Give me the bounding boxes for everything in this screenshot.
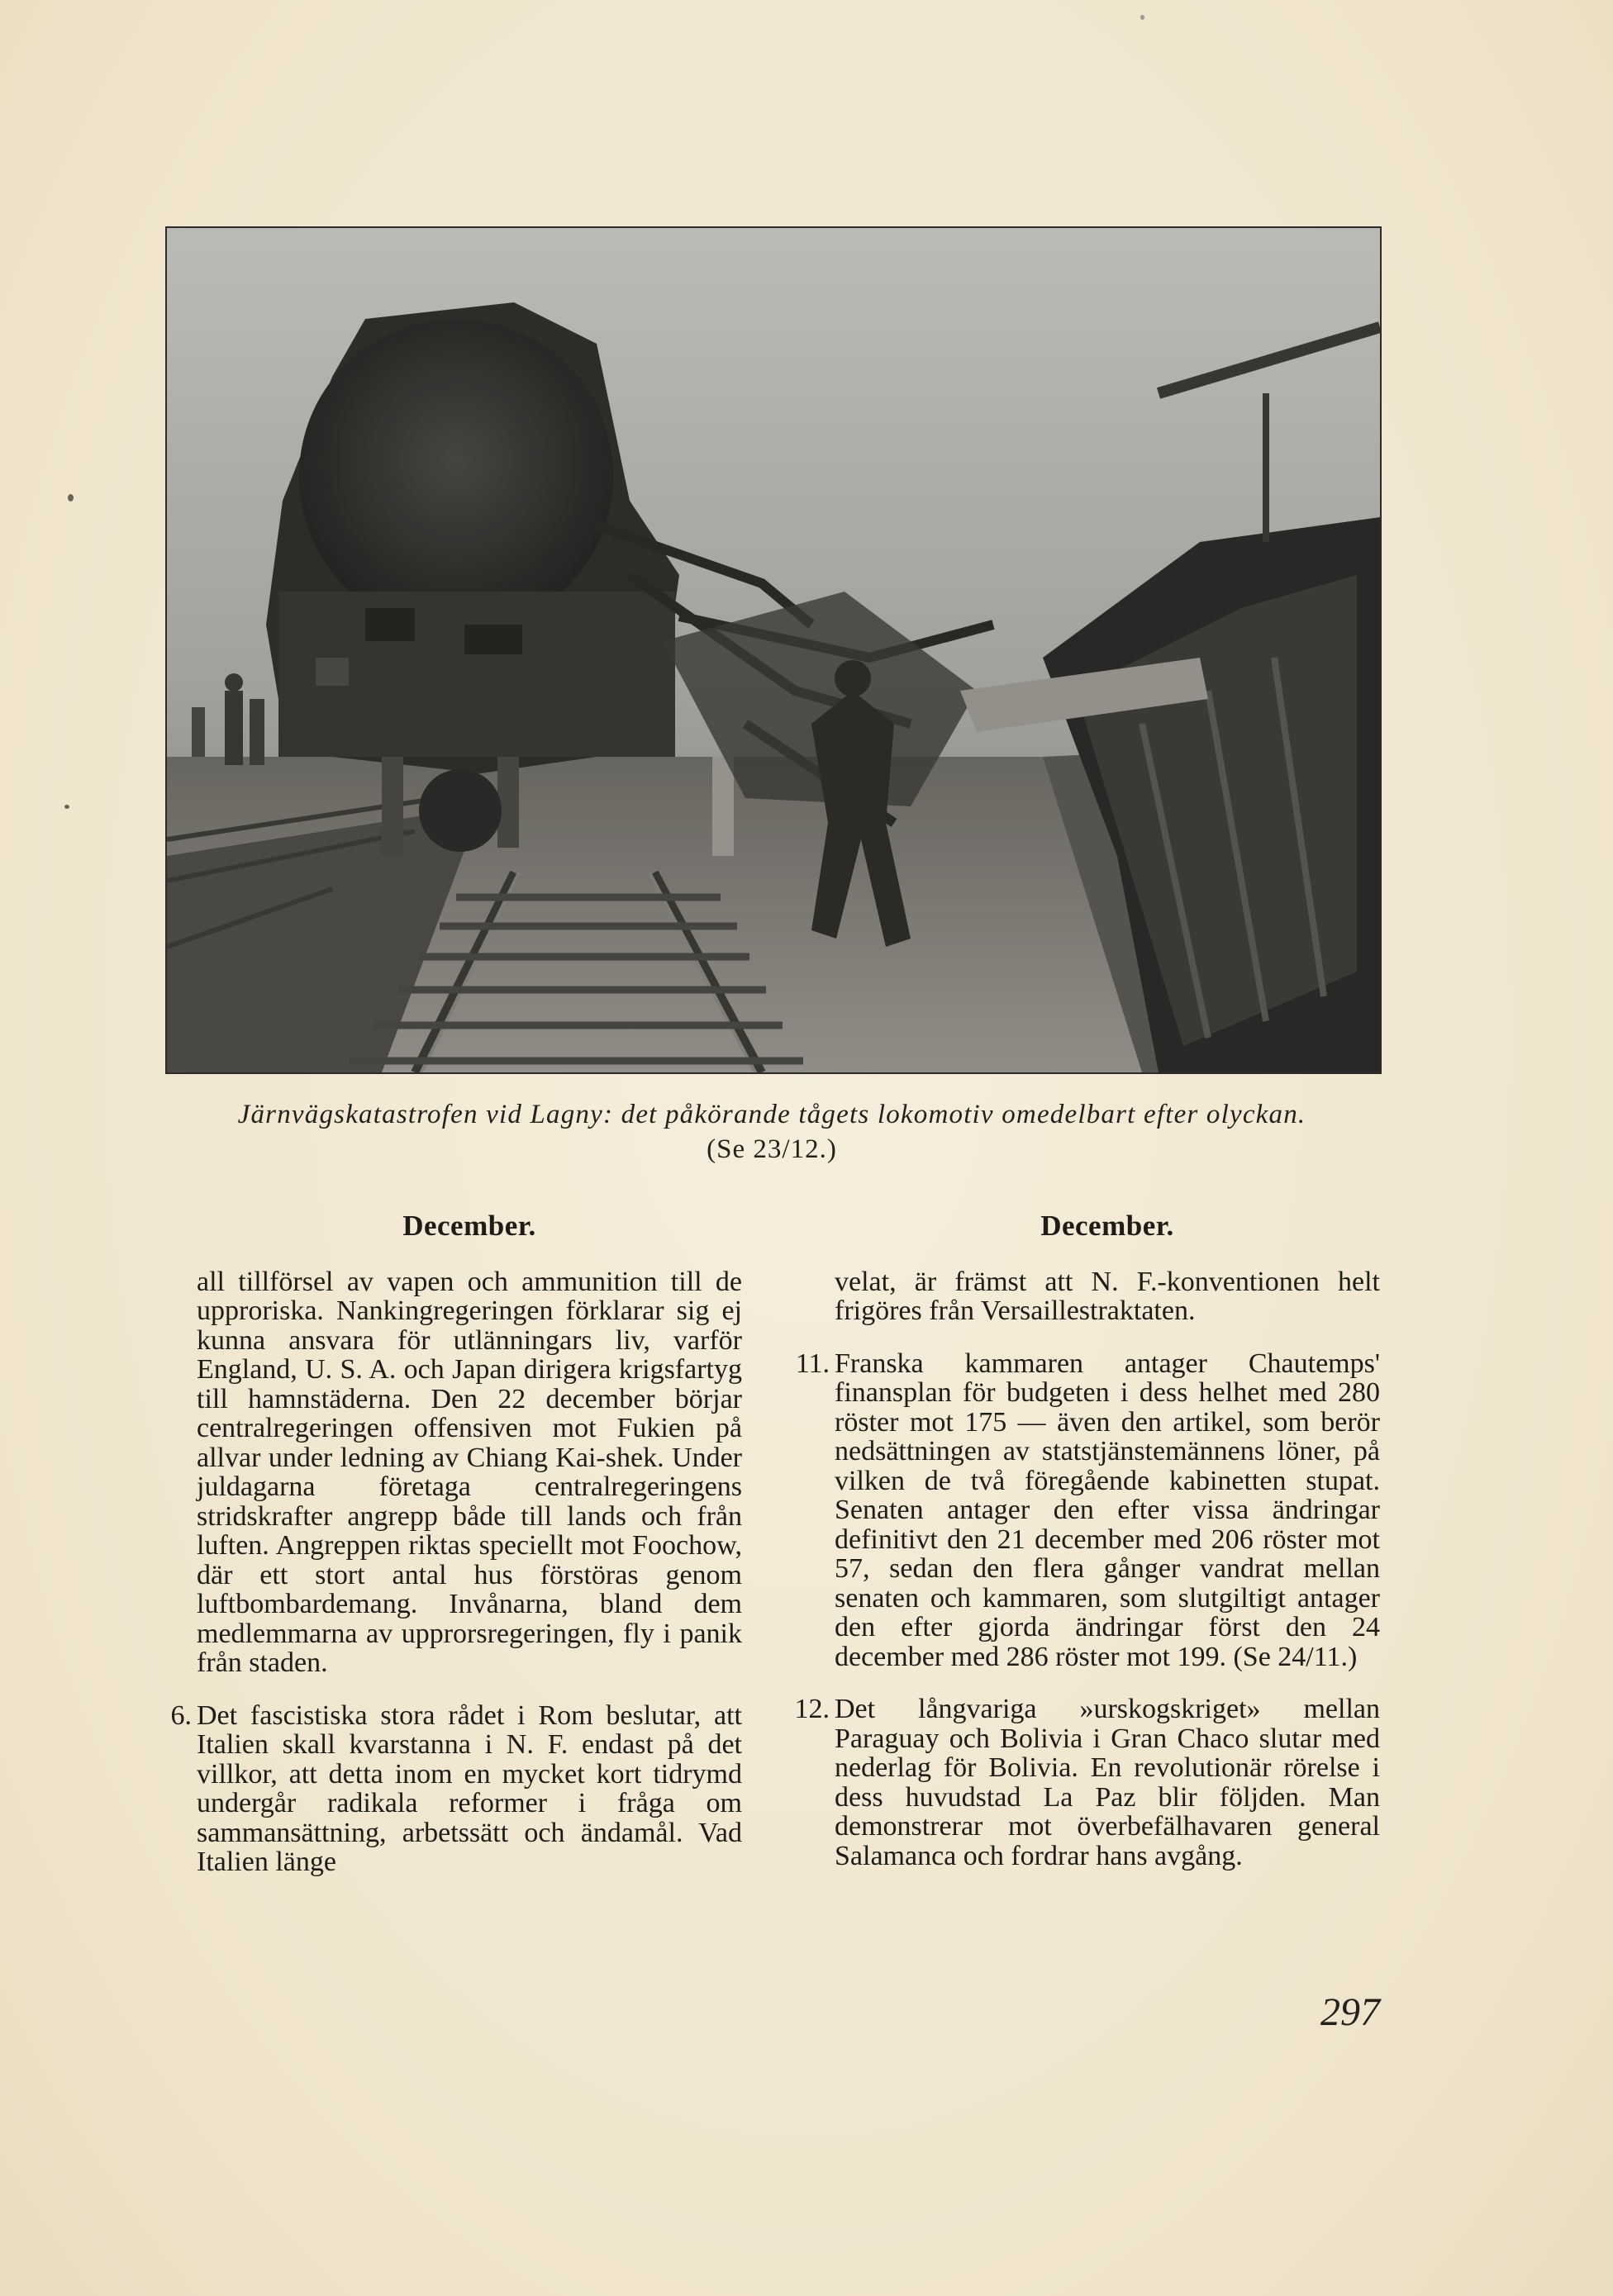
left-column	[170, 1210, 742, 1877]
right-column-heading: December.	[1040, 1210, 1174, 1242]
train-wreck-photo	[165, 226, 1382, 1074]
paper-speck	[68, 494, 74, 502]
right-continuation-paragraph: velat, är främst att N. F.-konventionen helt frigöres från Versaillestraktaten.	[835, 1266, 1380, 1326]
photo-caption	[165, 1097, 1378, 1167]
chronicle-entry	[795, 1348, 1380, 1672]
entry-text: Det fascistiska stora rådet i Rom beslutar, att Italien skall kvarstanna i N. F. endast på det villkor, att detta inom en mycket kort tidrymd undergår radikala reformer i fråga om sammansättning, arbetssätt och ändamål. Vad Italien länge	[197, 1699, 742, 1877]
left-column-heading: December.	[402, 1210, 536, 1242]
entry-text: Franska kammaren antager Chautemps' finansplan för budgeten i dess helhet med 280 röster mot 175 — även den artikel, som berör nedsättningen av statstjänstemännens löner, på vilken de två föregående kabinetten stupat. Senaten antager den efter vissa ändringar definitivt den 21 december med 206 röster mot 57, sedan den flera gånger vandrat mellan senaten och kammaren, som slutgiltigt antager den efter gjorda ändringar först den 24 december med 286 röster mot 199. (Se 24/11.)	[835, 1348, 1380, 1672]
train-wreck-photo-illustration	[167, 228, 1380, 1072]
right-column	[794, 1210, 1380, 1871]
entry-date-number: 12.	[794, 1694, 830, 1724]
chronicle-entry	[794, 1694, 1380, 1871]
chronicle-entry	[170, 1699, 742, 1877]
caption-text: Järnvägskatastrofen vid Lagny: det påkörande tågets lokomotiv omedelbart efter olyckan.	[237, 1100, 1306, 1129]
left-continuation-paragraph: all tillförsel av vapen och ammunition till de upproriska. Nankingregeringen förklarar sig ej kunna ansvara för utlänningars liv, varför England, U. S. A. och Japan dirigera krigsfartyg till hamnstäderna. Den 22 december börjar centralregeringen offensiven mot Fukien på allvar under ledning av Chiang Kai-shek. Under juldagarna företaga centralregeringens stridskrafter angrepp både till lands och från luften. Angreppen riktas speciellt mot Foochow, där ett stort antal hus förstöras genom luftbombardemang. Invånarna, bland dem medlemmarna av upprorsregeringen, fly i panik från staden.	[197, 1266, 742, 1678]
entry-date-number: 11.	[795, 1348, 830, 1379]
paper-speck	[1140, 15, 1144, 20]
caption-reference: (Se 23/12.)	[707, 1134, 837, 1164]
entry-text: Det långvariga »urskogskriget» mellan Paraguay och Bolivia i Gran Chaco slutar med nederlag för Bolivia. En revolutionär rörelse i dess huvudstad La Paz blir följden. Man demonstrerar mot överbefälhavaren general Salamanca och fordrar hans avgång.	[835, 1694, 1380, 1871]
paper-speck	[64, 805, 69, 809]
page-number: 297	[1320, 1990, 1380, 2034]
entry-date-number: 6.	[170, 1699, 192, 1731]
